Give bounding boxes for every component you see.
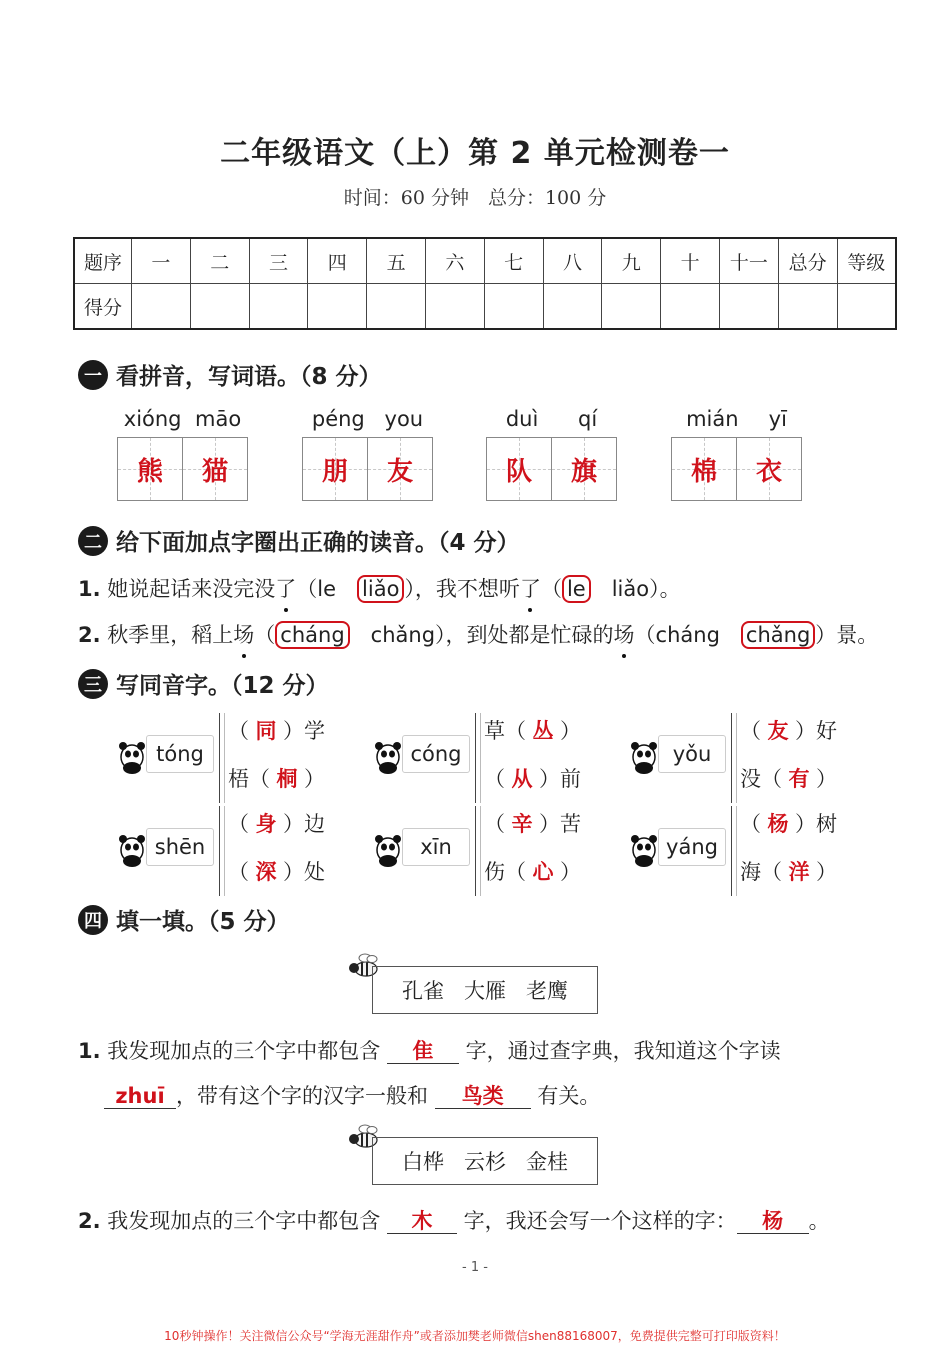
section-number-badge: 一 <box>78 360 108 390</box>
homophone-line: （ 辛 ）苦 <box>484 808 581 838</box>
answer-cell[interactable]: 猫 <box>182 438 247 500</box>
pinyin: yī <box>768 407 787 431</box>
pinyin-box: yáng <box>658 828 726 866</box>
word: 金桂 <box>526 1150 568 1174</box>
section-title: 看拼音，写词语。（8 分） <box>116 364 382 390</box>
score-col: 一 <box>132 238 191 284</box>
score-table-row-label: 得分 <box>74 284 132 330</box>
homophone-line: 海（ 洋 ） <box>740 856 837 886</box>
score-col: 等级 <box>837 238 896 284</box>
pinyin-word <box>302 407 433 501</box>
answer-cell[interactable]: 棉 <box>672 438 736 500</box>
score-cell[interactable] <box>719 284 778 330</box>
homophone-group <box>628 713 868 803</box>
homophone-line: （ 杨 ）树 <box>740 808 837 838</box>
homophone-line: （ 身 ）边 <box>228 808 325 838</box>
score-cell[interactable] <box>543 284 602 330</box>
word: 大雁 <box>464 979 506 1003</box>
homophone-line: （ 同 ）学 <box>228 715 325 745</box>
homophone-line: （ 友 ）好 <box>740 715 837 745</box>
circled-answer[interactable]: chǎng <box>741 621 815 649</box>
section-title: 给下面加点字圈出正确的读音。（4 分） <box>116 530 520 556</box>
section-2-header <box>78 524 520 557</box>
answer-blank[interactable]: 木 <box>387 1210 457 1234</box>
pinyin: péng <box>311 407 365 431</box>
answer[interactable]: 从 <box>511 767 533 791</box>
answer[interactable]: 辛 <box>511 812 533 836</box>
pinyin-word <box>117 407 248 501</box>
score-cell[interactable] <box>308 284 367 330</box>
answer-cell[interactable]: 队 <box>487 438 551 500</box>
word: 孔雀 <box>402 979 444 1003</box>
brace <box>219 713 225 803</box>
section-title: 填一填。（5 分） <box>116 909 290 935</box>
panda-icon <box>116 735 148 775</box>
score-table-row-label: 题序 <box>74 238 132 284</box>
homophone-line: 没（ 有 ） <box>740 763 837 793</box>
score-col: 四 <box>308 238 367 284</box>
answer-blank[interactable]: 鸟类 <box>435 1085 531 1109</box>
circled-answer[interactable]: cháng <box>275 621 349 649</box>
pinyin: duì <box>505 407 539 431</box>
section-4-header <box>78 903 290 936</box>
pinyin-box: cóng <box>402 735 470 773</box>
homophone-group <box>372 806 612 896</box>
score-cell[interactable] <box>837 284 896 330</box>
word: 老鹰 <box>526 979 568 1003</box>
score-table-header-row <box>74 238 896 284</box>
answer[interactable]: 身 <box>255 812 277 836</box>
pinyin-box: shēn <box>146 828 214 866</box>
homophone-line: （ 从 ）前 <box>484 763 581 793</box>
dotted-char: 了 <box>275 573 296 603</box>
pinyin: māo <box>195 407 242 431</box>
brace <box>731 713 737 803</box>
section-number-badge: 四 <box>78 905 108 935</box>
answer-cell[interactable]: 朋 <box>303 438 367 500</box>
question-2-1: 1. 她说起话来没完没了（le liǎo ），我不想听了（ le liǎo）。 <box>78 573 681 603</box>
answer-blank[interactable]: 隹 <box>387 1040 459 1064</box>
panda-icon <box>372 828 404 868</box>
word-box-1 <box>372 966 598 1014</box>
answer-blank[interactable]: 杨 <box>737 1210 809 1234</box>
answer[interactable]: 有 <box>788 767 810 791</box>
answer-cell[interactable]: 友 <box>367 438 432 500</box>
question-4-2: 2. 我发现加点的三个字中都包含 木 字，我还会写一个这样的字： 杨 。 <box>78 1209 830 1233</box>
panda-icon <box>628 735 660 775</box>
homophone-group <box>372 713 612 803</box>
homophone-group <box>628 806 868 896</box>
answer[interactable]: 洋 <box>788 860 810 884</box>
brace <box>219 806 225 896</box>
pinyin-word <box>671 407 802 501</box>
word: 白桦 <box>402 1150 444 1174</box>
dotted-char: 场 <box>614 619 635 649</box>
score-table <box>73 237 897 330</box>
pinyin-box: tóng <box>146 735 214 773</box>
score-col: 二 <box>190 238 249 284</box>
score-cell[interactable] <box>190 284 249 330</box>
pinyin-word <box>486 407 617 501</box>
score-col: 三 <box>249 238 308 284</box>
answer[interactable]: 深 <box>255 860 277 884</box>
word: 云杉 <box>464 1150 506 1174</box>
answer[interactable]: 友 <box>767 719 789 743</box>
page-title: 二年级语文（上）第 2 单元检测卷一 <box>220 136 730 171</box>
question-2-2: 2. 秋季里，稻上场（ cháng chǎng），到处都是忙碌的场（cháng chǎng ）景。 <box>78 619 878 649</box>
answer[interactable]: 杨 <box>767 812 789 836</box>
word-box-2 <box>372 1137 598 1185</box>
pinyin-box: yǒu <box>658 735 726 773</box>
panda-icon <box>628 828 660 868</box>
score-col: 九 <box>602 238 661 284</box>
section-3-header <box>78 667 329 700</box>
score-col: 十 <box>661 238 720 284</box>
score-cell[interactable] <box>661 284 720 330</box>
answer[interactable]: 丛 <box>532 719 554 743</box>
homophone-line: 伤（ 心 ） <box>484 856 581 886</box>
answer-blank[interactable]: zhuī <box>104 1085 176 1109</box>
answer-cell[interactable]: 旗 <box>551 438 616 500</box>
brace <box>731 806 737 896</box>
score-col: 五 <box>367 238 426 284</box>
dotted-char: 了 <box>520 573 541 603</box>
score-col: 总分 <box>778 238 837 284</box>
answer-cell[interactable]: 衣 <box>736 438 801 500</box>
section-title: 写同音字。（12 分） <box>116 673 329 699</box>
footer-notice: 10秒钟操作！关注微信公众号“学海无涯甜作舟”或者添加樊老师微信shen88168007，免费提供完整可打印版资料！ <box>164 1329 786 1343</box>
score-cell[interactable] <box>602 284 661 330</box>
homophone-group <box>116 713 356 803</box>
section-number-badge: 二 <box>78 526 108 556</box>
section-number-badge: 三 <box>78 669 108 699</box>
pinyin-box: xīn <box>402 828 470 866</box>
panda-icon <box>116 828 148 868</box>
homophone-line: （ 深 ）处 <box>228 856 325 886</box>
brace <box>475 806 481 896</box>
dotted-char: 场 <box>233 619 254 649</box>
score-cell[interactable] <box>132 284 191 330</box>
question-4-1-line1: 1. 我发现加点的三个字中都包含 隹 字，通过查字典，我知道这个字读 <box>78 1039 781 1063</box>
pinyin: qí <box>577 407 598 431</box>
answer[interactable]: 同 <box>255 719 277 743</box>
circled-answer[interactable]: le <box>562 575 591 603</box>
brace <box>475 713 481 803</box>
score-col: 八 <box>543 238 602 284</box>
question-4-1-line2: zhuī ，带有这个字的汉字一般和 鸟类 有关。 <box>104 1080 600 1110</box>
section-1-header <box>78 358 382 391</box>
pinyin: mián <box>686 407 739 431</box>
answer[interactable]: 心 <box>532 860 554 884</box>
score-cell[interactable] <box>425 284 484 330</box>
homophone-line: 梧（ 桐 ） <box>228 763 325 793</box>
score-col: 六 <box>425 238 484 284</box>
page-number: - 1 - <box>462 1260 488 1275</box>
panda-icon <box>372 735 404 775</box>
score-table-score-row <box>74 284 896 330</box>
score-cell[interactable] <box>249 284 308 330</box>
score-cell[interactable] <box>367 284 426 330</box>
exam-info: 时间：60 分钟 总分：100 分 <box>343 187 607 209</box>
pinyin: you <box>384 407 424 431</box>
score-col: 七 <box>484 238 543 284</box>
homophone-group <box>116 806 356 896</box>
pinyin: xióng <box>123 407 182 431</box>
score-col: 十一 <box>719 238 778 284</box>
score-cell[interactable] <box>484 284 543 330</box>
score-cell[interactable] <box>778 284 837 330</box>
answer[interactable]: 桐 <box>276 767 298 791</box>
homophone-line: 草（ 丛 ） <box>484 715 581 745</box>
answer-cell[interactable]: 熊 <box>118 438 182 500</box>
circled-answer[interactable]: liǎo <box>357 575 404 603</box>
